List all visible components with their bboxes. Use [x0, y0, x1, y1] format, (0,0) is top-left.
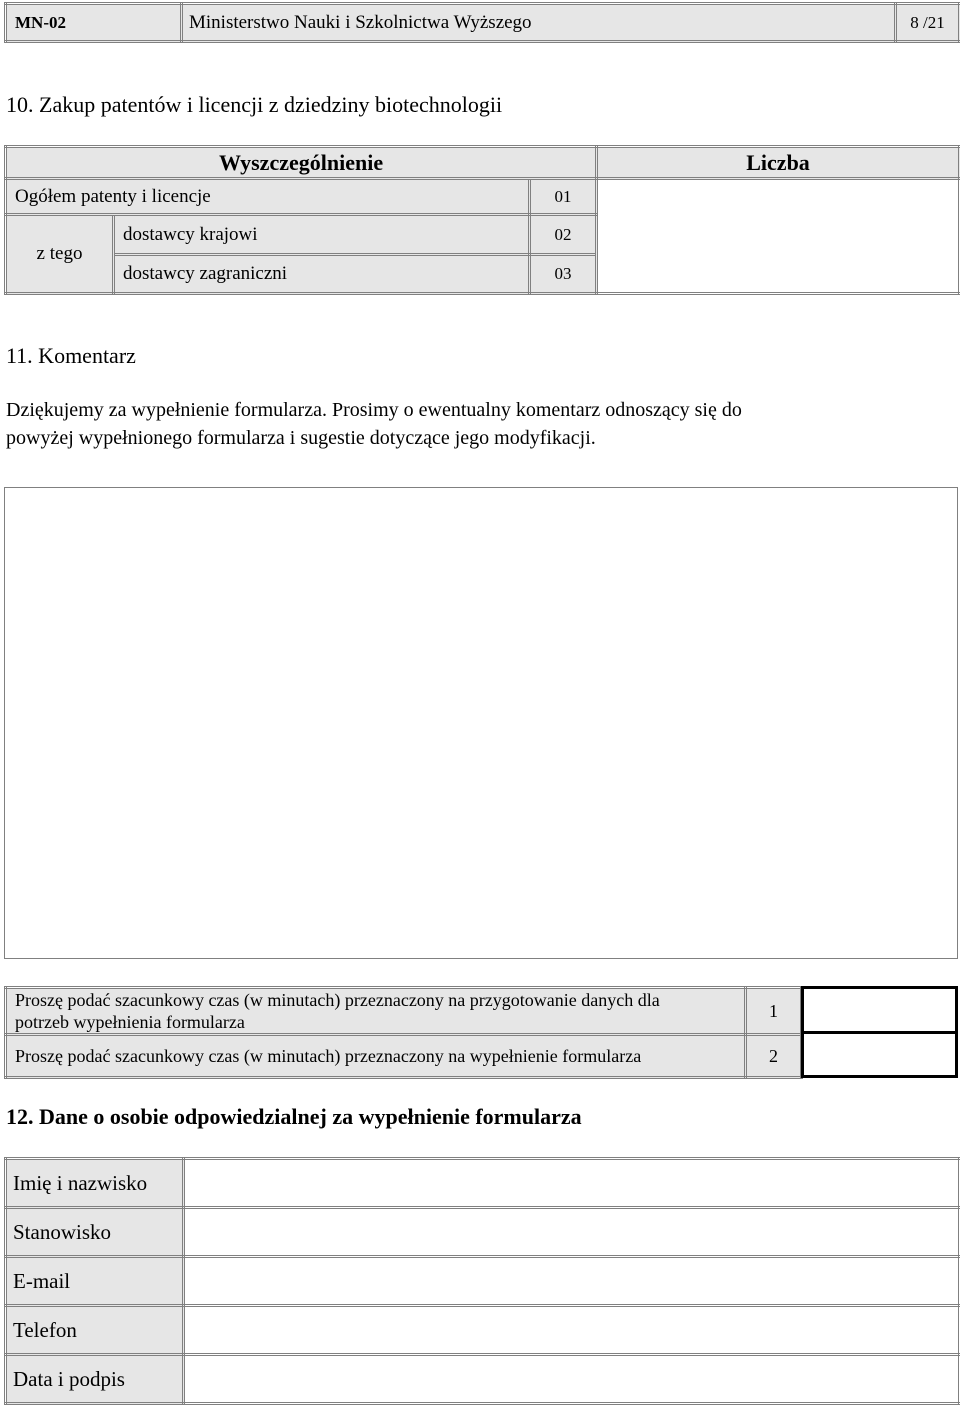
row-code: 03: [530, 255, 597, 294]
patents-table: [4, 145, 960, 295]
table-row: [6, 988, 802, 1035]
comment-instructions-line-2: powyżej wypełnionego formularza i sugestie dotyczące jego modyfikacji.: [6, 427, 596, 449]
comment-instructions-line-1: Dziękujemy za wypełnienie formularza. Prosimy o ewentualny komentarz odnoszący się do: [6, 399, 742, 421]
position-input[interactable]: [184, 1208, 960, 1257]
field-label-date-signature: Data i podpis: [6, 1355, 184, 1404]
time-question-number: 1: [746, 988, 802, 1035]
time-question-number: 2: [746, 1035, 802, 1078]
email-input[interactable]: [184, 1257, 960, 1306]
section-12-title: 12. Dane o osobie odpowiedzialnej za wypełnienie formularza: [6, 1104, 582, 1129]
responsible-person-table: [4, 1157, 960, 1405]
page-number: 8 /21: [896, 4, 960, 42]
col-header-count: Liczba: [597, 147, 960, 179]
name-input[interactable]: [184, 1159, 960, 1208]
form-code: MN-02: [6, 4, 182, 42]
table-row: [6, 179, 960, 215]
row-code: 01: [530, 179, 597, 215]
row-label-total: Ogółem patenty i licencje: [6, 179, 530, 215]
page-header: [4, 2, 960, 43]
table-row: [6, 1208, 960, 1257]
row-code: 02: [530, 215, 597, 255]
section-11-title: 11. Komentarz: [6, 343, 136, 368]
field-label-name: Imię i nazwisko: [6, 1159, 184, 1208]
field-label-phone: Telefon: [6, 1306, 184, 1355]
time-estimate-table: [4, 986, 803, 1079]
table-row: [6, 1306, 960, 1355]
time-answer-input-2[interactable]: [801, 1031, 958, 1078]
time-question-1-line-1: Proszę podać szacunkowy czas (w minutach) przeznaczony na przygotowanie danych dla: [15, 990, 660, 1010]
count-input-cell[interactable]: [597, 179, 960, 294]
time-answer-input-1[interactable]: [801, 986, 958, 1034]
field-label-email: E-mail: [6, 1257, 184, 1306]
col-header-specification: Wyszczególnienie: [6, 147, 597, 179]
table-row: [6, 1355, 960, 1404]
time-question-2: Proszę podać szacunkowy czas (w minutach) przeznaczony na wypełnienie formularza: [6, 1035, 746, 1078]
row-label-domestic: dostawcy krajowi: [114, 215, 530, 255]
field-label-position: Stanowisko: [6, 1208, 184, 1257]
table-row: [6, 1257, 960, 1306]
group-label: z tego: [6, 215, 114, 294]
phone-input[interactable]: [184, 1306, 960, 1355]
table-row: [6, 1035, 802, 1078]
time-question-1-line-2: potrzeb wypełnienia formularza: [15, 1012, 245, 1032]
row-label-foreign: dostawcy zagraniczni: [114, 255, 530, 294]
table-row: [6, 1159, 960, 1208]
ministry-name: Ministerstwo Nauki i Szkolnictwa Wyższego: [182, 4, 896, 42]
date-signature-input[interactable]: [184, 1355, 960, 1404]
section-10-title: 10. Zakup patentów i licencji z dziedziny biotechnologii: [6, 92, 503, 117]
comment-textarea[interactable]: [4, 487, 958, 959]
time-question-1: [6, 988, 746, 1035]
